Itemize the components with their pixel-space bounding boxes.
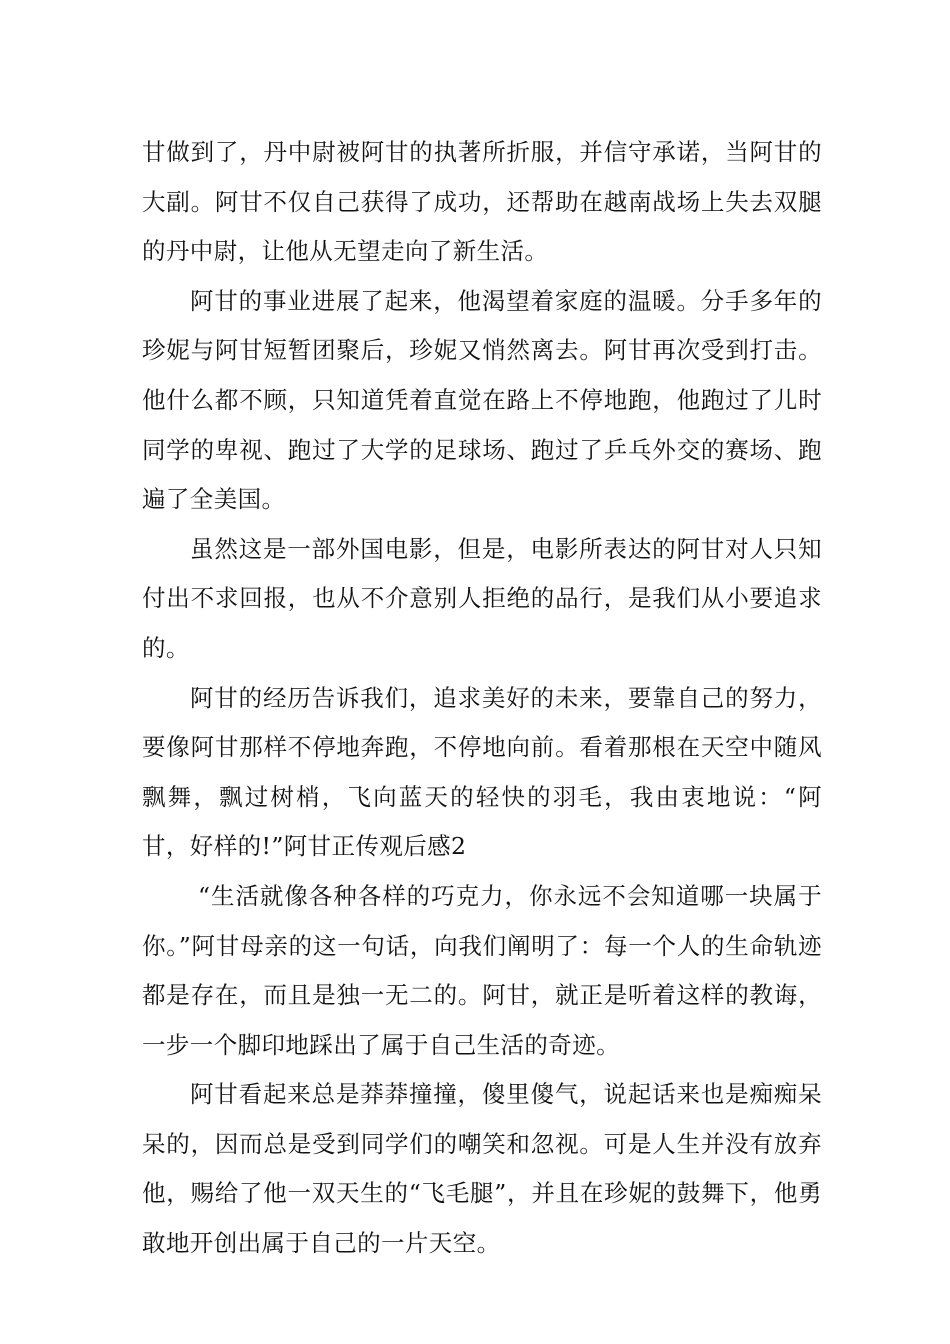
document-body [142,128,822,1269]
paragraph-5: “生活就像各种各样的巧克力，你永远不会知道哪一块属于你。”阿甘母亲的这一句话，向我们阐明了：每一个人的生命轨迹都是存在，而且是独一无二的。阿甘，就正是听着这样的教诲，一步一个脚印地踩出了属于自己生活的奇迹。 [142,881,822,1059]
paragraph-1: 甘做到了，丹中尉被阿甘的执著所折服，并信守承诺，当阿甘的大副。阿甘不仅自己获得了成功，还帮助在越南战场上失去双腿的丹中尉，让他从无望走向了新生活。 [142,138,822,266]
paragraph-4: 阿甘的经历告诉我们，追求美好的未来，要靠自己的努力，要像阿甘那样不停地奔跑，不停地向前。看着那根在天空中随风飘舞，飘过树梢，飞向蓝天的轻快的羽毛，我由衷地说：“阿甘，好样的!”阿甘正传观后感2 [142,683,822,861]
paragraph-2: 阿甘的事业进展了起来，他渴望着家庭的温暖。分手多年的珍妮与阿甘短暂团聚后，珍妮又悄然离去。阿甘再次受到打击。他什么都不顾，只知道凭着直觉在路上不停地跑，他跑过了儿时同学的卑视、跑过了大学的足球场、跑过了乒乓外交的赛场、跑遍了全美国。 [142,286,822,514]
paragraph-6: 阿甘看起来总是莽莽撞撞，傻里傻气，说起话来也是痴痴呆呆的，因而总是受到同学们的嘲笑和忽视。可是人生并没有放弃他，赐给了他一双天生的“飞毛腿”，并且在珍妮的鼓舞下，他勇敢地开创出属于自己的一片天空。 [142,1080,822,1258]
paragraph-3: 虽然这是一部外国电影，但是，电影所表达的阿甘对人只知付出不求回报，也从不介意别人拒绝的品行，是我们从小要追求的。 [142,534,822,662]
